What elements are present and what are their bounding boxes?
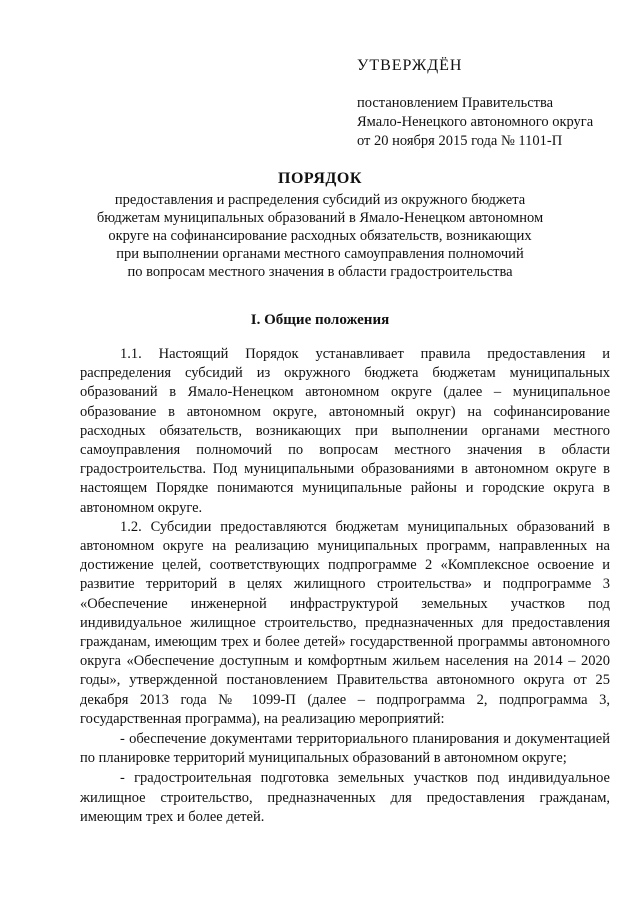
document-title: ПОРЯДОК <box>278 170 362 187</box>
paragraph-1-2: 1.2. Субсидии предоставляются бюджетам муниципальных образований в автономном округе на реализацию муниципальных программ, направленных на достижение целей, соответствующих подпрограмме 2 «Комплексное освоение и развитие территорий в целях жилищного строительства» и подпрограмме 3 «Обеспечение инженерной инфраструктурой земельных участков под индивидуальное жилищное строительство, предназначенных для предоставления гражданам, имеющим трех и более детей» государственной программы автономного округа «Обеспечение доступным и комфортным жильем населения на 2014 – 2020 годы», утвержденной постановлением Правительства автономного округа от 25 декабря 2013 года № 1099-П (далее – подпрограмма 2, подпрограмма 3, государственная программа), на реализацию мероприятий: <box>80 518 610 727</box>
list-item: - градостроительная подготовка земельных участков под индивидуальное жилищное строительство, предназначенных для предоставления гражданам, имеющим трех и более детей. <box>80 770 610 825</box>
subtitle-line: округе на софинансирование расходных обязательств, возникающих <box>108 228 532 244</box>
subtitle-line: при выполнении органами местного самоуправления полномочий <box>116 246 524 262</box>
approval-block <box>357 56 627 151</box>
document-body <box>80 345 610 827</box>
subtitle-line: бюджетам муниципальных образований в Ямало-Ненецком автономном <box>96 210 544 226</box>
subtitle-line: предоставления и распределения субсидий из окружного бюджета <box>114 192 526 208</box>
paragraph-1-1: 1.1. Настоящий Порядок устанавливает правила предоставления и распределения субсидий из окружного бюджета бюджетам муниципальных образований в Ямало-Ненецком автономном округе (далее – муниципальное образование в автономном округе, автономный округ) на софинансирование расходных обязательств, возникающих при выполнении органами местного самоуправления полномочий по вопросам местного значения в области градостроительства. Под муниципальными образованиями в автономном округе в настоящем Порядке понимаются муниципальные районы и городские округа в автономном округе. <box>80 346 610 516</box>
approval-stamp: УТВЕРЖДЁН <box>357 57 463 74</box>
approval-line: от 20 ноября 2015 года № 1101-П <box>357 133 563 149</box>
section-heading: I. Общие положения <box>250 312 390 328</box>
list-item: - обеспечение документами территориального планирования и документацией по планировке территорий муниципальных образований в автономном округе; <box>80 731 610 767</box>
subtitle-line: по вопросам местного значения в области градостроительства <box>127 264 513 280</box>
approval-line: Ямало-Ненецкого автономного округа <box>357 114 594 130</box>
approval-line: постановлением Правительства <box>357 95 554 111</box>
document-subtitle <box>0 191 640 281</box>
